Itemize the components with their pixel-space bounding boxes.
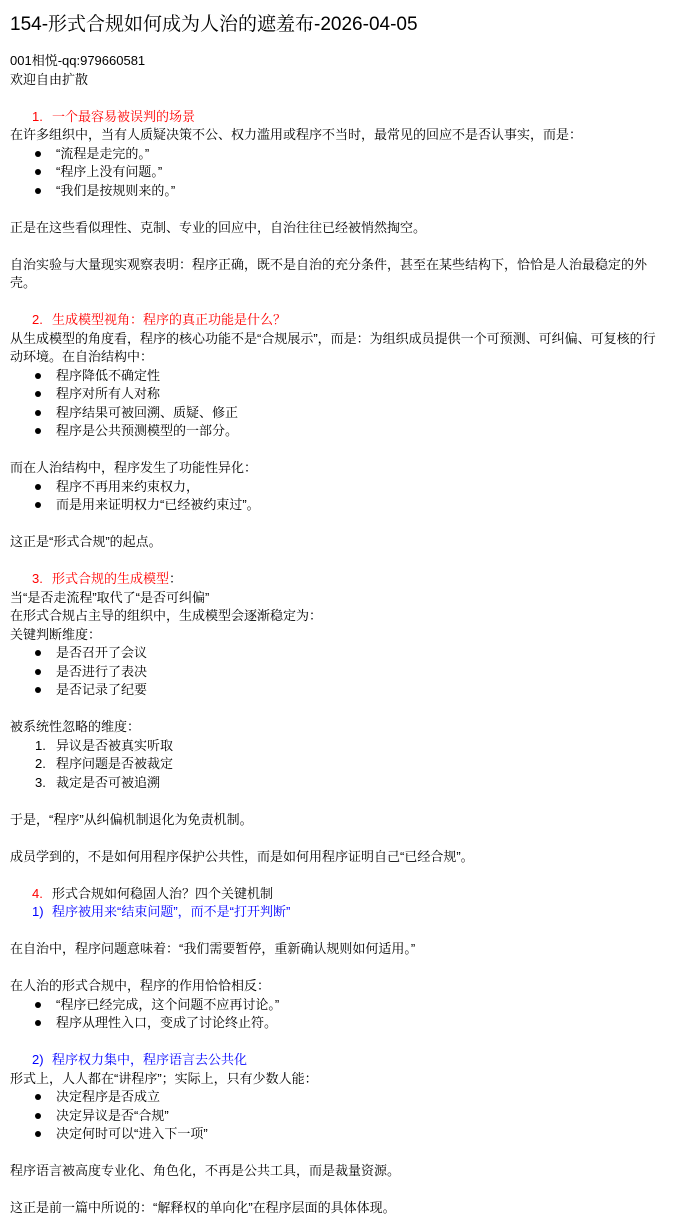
section-2-number: 2. bbox=[32, 312, 43, 327]
list-item bbox=[10, 422, 668, 441]
sub-1-title: 程序被用来“结束问题”，而不是“打开判断” bbox=[52, 904, 291, 919]
section-3-title: 形式合规的生成模型 bbox=[52, 571, 170, 586]
list-item-text: 程序对所有人对称 bbox=[56, 386, 161, 401]
section-2-heading bbox=[10, 311, 668, 330]
section-1-paragraph-2: 自治实验与大量现实观察表明：程序正确，既不是自治的充分条件，甚至在某些结构下，恰恰是人治最稳定的外壳。 bbox=[10, 256, 648, 290]
section-1-paragraph-1: 正是在这些看似理性、克制、专业的回应中，自治往往已经被悄然掏空。 bbox=[10, 219, 427, 235]
list-item bbox=[10, 681, 668, 700]
section-2-paragraph-2: 这正是“形式合规”的起点。 bbox=[10, 534, 162, 549]
list-item-text: 决定程序是否成立 bbox=[56, 1089, 161, 1104]
share-line: 欢迎自由扩散 bbox=[10, 71, 89, 87]
bullet-dot-icon bbox=[35, 669, 41, 675]
bullet-dot-icon bbox=[35, 428, 41, 434]
sub-1-bullets bbox=[10, 996, 668, 1033]
list-item-text: “程序上没有问题。” bbox=[56, 164, 163, 179]
section-3-numbered-list bbox=[10, 737, 668, 793]
section-3-line-1: 当“是否走流程”取代了“是否可纠偏” bbox=[10, 589, 210, 605]
bullet-dot-icon bbox=[35, 502, 41, 508]
list-item bbox=[10, 663, 668, 682]
bullet-dot-icon bbox=[35, 1113, 41, 1119]
list-item-text: 异议是否被真实听取 bbox=[56, 737, 174, 753]
list-item bbox=[10, 367, 668, 386]
sub-2-title: 程序权力集中，程序语言去公共化 bbox=[52, 1052, 248, 1067]
bullet-dot-icon bbox=[35, 169, 41, 175]
section-4-heading bbox=[10, 885, 668, 904]
list-item bbox=[10, 478, 668, 497]
section-2-paragraph-1: 而在人治结构中，程序发生了功能性异化： bbox=[10, 460, 258, 475]
list-item-text: “程序已经完成，这个问题不应再讨论。” bbox=[56, 996, 280, 1012]
section-3-line-2: 在形式合规占主导的组织中，生成模型会逐渐稳定为： bbox=[10, 608, 323, 623]
section-3-paragraph-1: 于是，“程序”从纠偏机制退化为免责机制。 bbox=[10, 811, 253, 827]
list-item bbox=[10, 385, 668, 404]
list-item bbox=[10, 1107, 668, 1126]
bullet-dot-icon bbox=[35, 1131, 41, 1137]
section-4-number: 4. bbox=[32, 885, 43, 901]
section-2-title: 生成模型视角：程序的真正功能是什么？ bbox=[52, 312, 287, 327]
section-1-title: 一个最容易被误判的场景 bbox=[52, 108, 196, 124]
sub-1-number: 1) bbox=[32, 904, 44, 919]
list-item-text: 是否召开了会议 bbox=[56, 645, 148, 660]
list-item-text: 而是用来证明权力“已经被约束过”。 bbox=[56, 497, 260, 512]
list-item bbox=[10, 404, 668, 423]
section-3-bullets bbox=[10, 644, 668, 700]
section-4-title: 形式合规如何稳固人治？四个关键机制 bbox=[52, 885, 274, 901]
list-item bbox=[10, 755, 668, 774]
list-item bbox=[10, 1088, 668, 1107]
sub-2-paragraph-3: 这正是前一篇中所说的：“解释权的单向化”在程序层面的具体体现。 bbox=[10, 1200, 396, 1215]
list-item-text: 程序不再用来约束权力， bbox=[56, 478, 200, 494]
section-3-line-3: 关键判断维度： bbox=[10, 626, 102, 642]
bullet-dot-icon bbox=[35, 650, 41, 656]
list-item bbox=[10, 737, 668, 756]
document-title: 154-形式合规如何成为人治的遮羞布-2026-04-05 bbox=[10, 14, 418, 35]
list-item-text: 程序是公共预测模型的一部分。 bbox=[56, 423, 239, 438]
bullet-dot-icon bbox=[35, 687, 41, 693]
list-number: 1. bbox=[35, 737, 46, 753]
section-3-number: 3. bbox=[32, 571, 43, 586]
section-2-bullets bbox=[10, 367, 668, 441]
section-3-line-4: 被系统性忽略的维度： bbox=[10, 719, 141, 734]
bullet-dot-icon bbox=[35, 1020, 41, 1026]
bullet-dot-icon bbox=[35, 484, 41, 490]
list-number: 3. bbox=[35, 774, 46, 790]
list-item bbox=[10, 644, 668, 663]
list-item bbox=[10, 182, 668, 201]
sub-2-paragraph-1: 形式上，人人都在“讲程序”；实际上，只有少数人能： bbox=[10, 1070, 318, 1086]
bullet-dot-icon bbox=[35, 373, 41, 379]
section-3-title-suffix: ： bbox=[169, 571, 183, 586]
list-item-text: 是否记录了纪要 bbox=[56, 682, 148, 697]
list-number: 2. bbox=[35, 756, 46, 771]
list-item-text: 是否进行了表决 bbox=[56, 663, 148, 679]
section-2-intro: 从生成模型的角度看，程序的核心功能不是“合规展示”，而是：为组织成员提供一个可预测、可纠偏、可复核的行动环境。在自治结构中： bbox=[10, 330, 656, 364]
section-1-number: 1. bbox=[32, 108, 43, 124]
list-item bbox=[10, 496, 668, 515]
list-item-text: 程序结果可被回溯、质疑、修正 bbox=[56, 404, 239, 420]
list-item-text: “我们是按规则来的。” bbox=[56, 182, 176, 198]
section-4-sub-2-heading bbox=[10, 1051, 668, 1070]
bullet-dot-icon bbox=[35, 151, 41, 157]
sub-2-number: 2) bbox=[32, 1052, 44, 1067]
list-item-text: 程序问题是否被裁定 bbox=[56, 756, 174, 771]
list-item bbox=[10, 996, 668, 1015]
list-item-text: 程序降低不确定性 bbox=[56, 367, 161, 383]
bullet-dot-icon bbox=[35, 410, 41, 416]
list-item bbox=[10, 163, 668, 182]
author-line: 001相悦-qq:979660581 bbox=[10, 53, 146, 68]
section-1-bullets bbox=[10, 145, 668, 201]
list-item bbox=[10, 1014, 668, 1033]
section-3-paragraph-2: 成员学到的，不是如何用程序保护公共性，而是如何用程序证明自己“已经合规”。 bbox=[10, 848, 474, 864]
list-item bbox=[10, 774, 668, 793]
list-item-text: 程序从理性入口，变成了讨论终止符。 bbox=[56, 1015, 278, 1030]
sub-2-paragraph-2: 程序语言被高度专业化、角色化，不再是公共工具，而是裁量资源。 bbox=[10, 1163, 401, 1178]
bullet-dot-icon bbox=[35, 188, 41, 194]
sub-1-paragraph-2: 在人治的形式合规中，程序的作用恰恰相反： bbox=[10, 978, 271, 993]
list-item bbox=[10, 145, 668, 164]
section-4-sub-1-heading bbox=[10, 903, 668, 922]
list-item-text: “流程是走完的。” bbox=[56, 145, 150, 161]
bullet-dot-icon bbox=[35, 391, 41, 397]
list-item bbox=[10, 1125, 668, 1144]
list-item-text: 决定异议是否“合规” bbox=[56, 1107, 169, 1123]
list-item-text: 裁定是否可被追溯 bbox=[56, 774, 161, 790]
section-2-bullets-2 bbox=[10, 478, 668, 515]
list-item-text: 决定何时可以“进入下一项” bbox=[56, 1126, 208, 1141]
bullet-dot-icon bbox=[35, 1002, 41, 1008]
bullet-dot-icon bbox=[35, 1094, 41, 1100]
section-3-heading bbox=[10, 570, 668, 589]
sub-1-paragraph-1: 在自治中，程序问题意味着：“我们需要暂停，重新确认规则如何适用。” bbox=[10, 941, 416, 956]
section-1-intro: 在许多组织中，当有人质疑决策不公、权力滥用或程序不当时，最常见的回应不是否认事实，而是： bbox=[10, 127, 583, 142]
sub-2-bullets bbox=[10, 1088, 668, 1144]
section-1-heading bbox=[10, 108, 668, 127]
